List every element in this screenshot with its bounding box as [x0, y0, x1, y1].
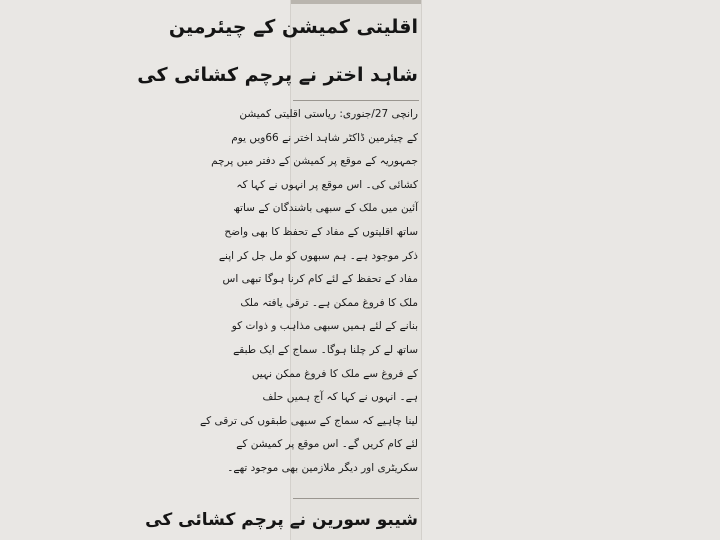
article-line: ہے۔ انہوں نے کہا کہ آج ہمیں حلف: [262, 391, 418, 404]
article-line: بنانے کے لئے ہمیں سبھی مذاہب و ذوات کو: [231, 320, 418, 333]
article-line: ساتھ اقلیتوں کے مفاد کے تحفظ کا بھی واضح: [224, 225, 418, 238]
article-line: ساتھ لے کر چلنا ہوگا۔ سماج کے ایک طبقے: [233, 343, 418, 356]
next-headline: شیبو سورین نے پرچم کشائی کی: [145, 510, 418, 530]
article-line: مفاد کے تحفظ کے لئے کام کرنا ہوگا تبھی اس: [222, 273, 418, 286]
article-line: سکریٹری اور دیگر ملازمین بھی موجود تھے۔: [227, 461, 418, 474]
headline-line-1: اقلیتی کمیشن کے چیئرمین: [168, 16, 418, 38]
article-line: ذکر موجود ہے۔ ہم سبھوں کو مل جل کر اپنے: [218, 249, 418, 262]
article-line: لئے کام کریں گے۔ اس موقع پر کمیشن کے: [236, 438, 418, 451]
divider-rule: [293, 100, 419, 101]
article-line: ملک کا فروغ ممکن ہے۔ ترقی یافتہ ملک: [240, 296, 418, 309]
article-line: جمہوریہ کے موقع پر کمیشن کے دفتر میں پرچم: [211, 155, 418, 168]
article-line: کشائی کی۔ اس موقع پر انہوں نے کہا کہ: [236, 178, 418, 191]
article-body: [199, 103, 418, 495]
article-line: کے چیئرمین ڈاکٹر شاہد اختر نے 66ویں یوم: [231, 131, 418, 144]
article-line: کے فروغ سے ملک کا فروغ ممکن نہیں: [251, 367, 418, 380]
article-line: رانچی 27/جنوری: ریاستی اقلیتی کمیشن: [239, 108, 418, 120]
divider-rule: [293, 498, 419, 499]
top-border: [291, 0, 421, 4]
newspaper-clipping: [137, 0, 421, 540]
article-line: لینا چاہیے کہ سماج کے سبھی طبقوں کی ترقی کے: [199, 414, 418, 427]
headline-line-2: شاہد اختر نے پرچم کشائی کی: [137, 64, 418, 86]
article-line: آئین میں ملک کے سبھی باشندگان کے ساتھ: [233, 202, 418, 215]
